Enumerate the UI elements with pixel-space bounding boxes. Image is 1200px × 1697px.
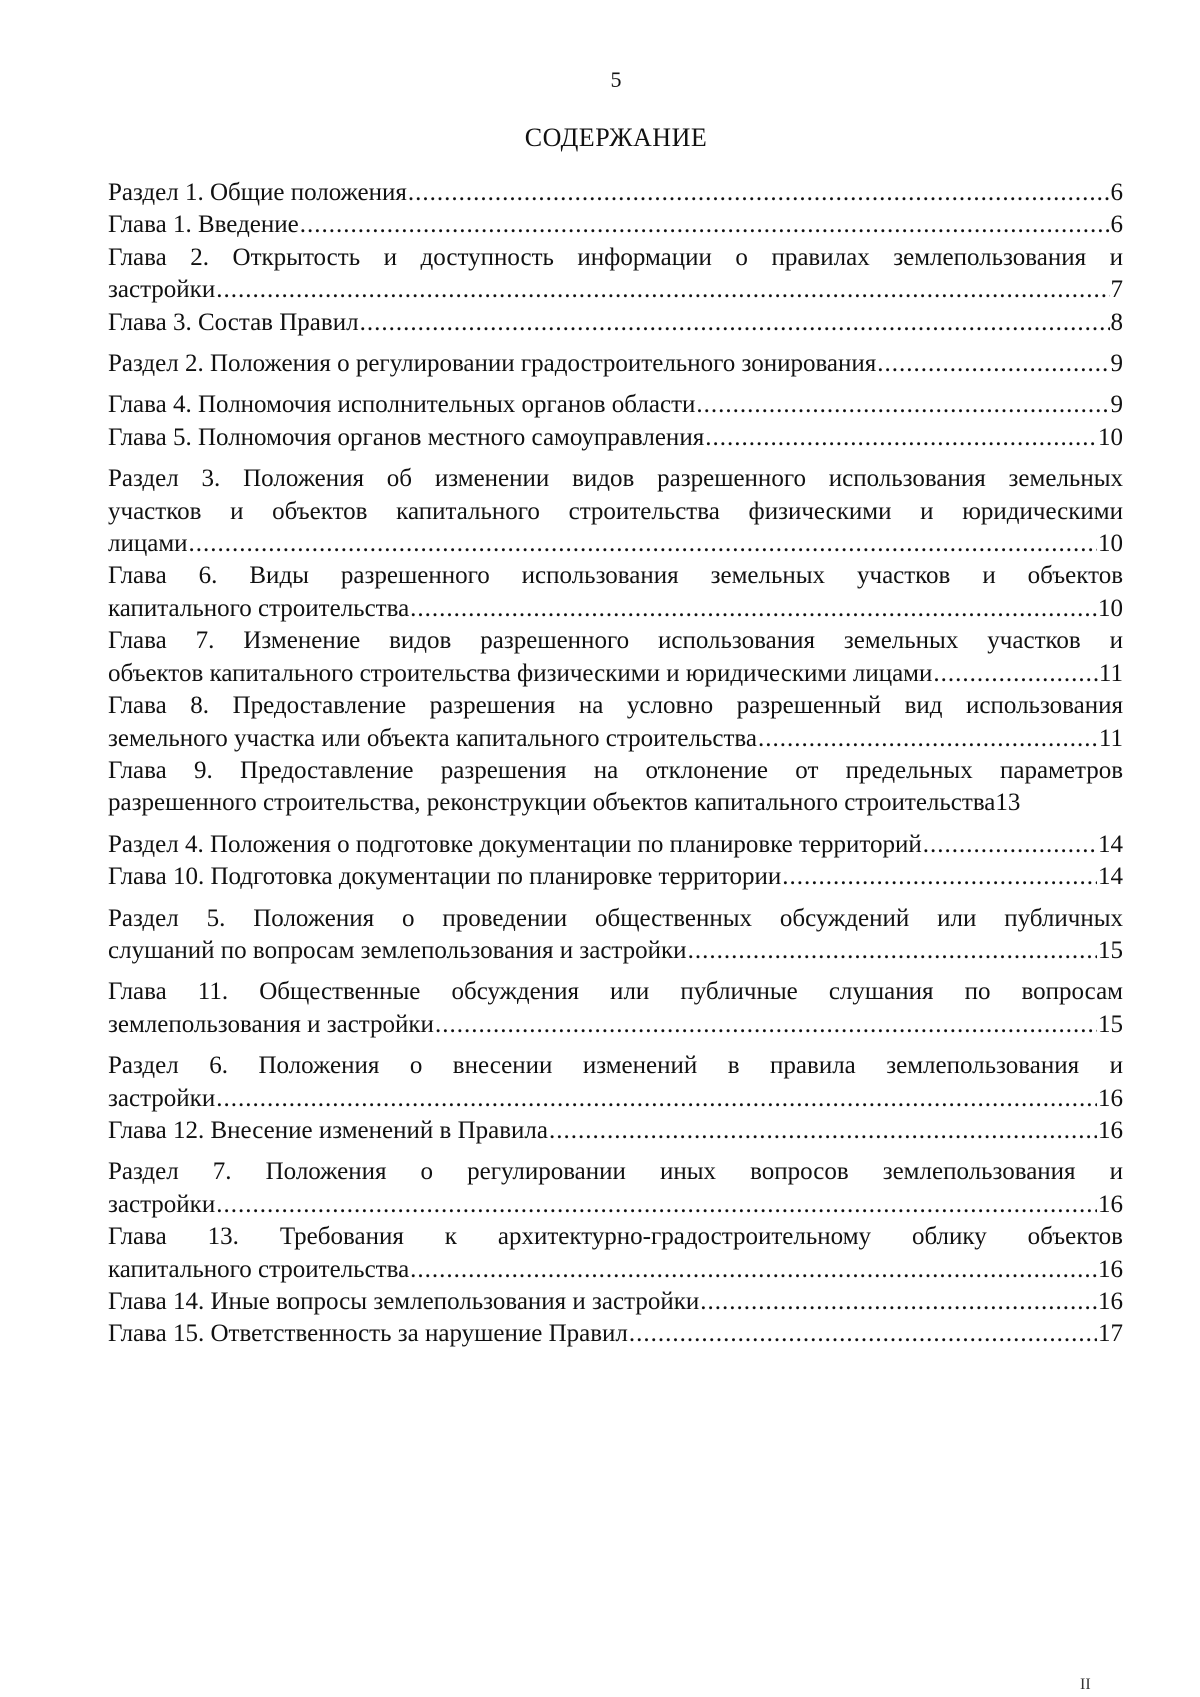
toc-entry-line <box>108 935 1123 967</box>
toc-entry-title: Глава 10. Подготовка документации по планировке территории <box>108 863 782 891</box>
toc-entry-title: капитального строительства <box>108 594 410 622</box>
page-number: 5 <box>610 67 622 92</box>
toc-entry-line: Раздел 7. Положения о регулировании иных вопросов землепользования и <box>108 1158 1123 1186</box>
toc-entry-line <box>108 1286 1123 1318</box>
dot-leader <box>782 861 1097 893</box>
toc-entry-title: Раздел 2. Положения о регулировании градостроительного зонирования <box>108 350 877 378</box>
toc-page-number: 16 <box>1098 1190 1123 1218</box>
toc-entry-title: слушаний по вопросам землепользования и застройки <box>108 936 687 964</box>
toc-entry-line: Раздел 5. Положения о проведении общественных обсуждений или публичных <box>108 904 1123 932</box>
toc-entry-title: землепользования и застройки <box>108 1010 434 1038</box>
toc-entry <box>108 389 1123 421</box>
dot-leader <box>705 422 1097 454</box>
dot-leader <box>435 1009 1097 1041</box>
toc-page-number: 10 <box>1098 530 1123 558</box>
toc-entry-title: Раздел 1. Общие положения <box>108 179 407 206</box>
toc-entry-line <box>108 274 1123 306</box>
toc-page-number: 16 <box>1098 1288 1123 1315</box>
toc-entry-line: Глава 13. Требования к архитектурно-градостроительному облику объектов <box>108 1223 1123 1251</box>
toc-page-number: 9 <box>1110 391 1123 419</box>
toc-entry-line: Глава 7. Изменение видов разрешенного использования земельных участков и <box>108 627 1123 655</box>
toc-entry <box>108 348 1123 380</box>
toc-page-number: 16 <box>1098 1116 1123 1144</box>
corner-mark: II <box>1080 1676 1091 1693</box>
toc-entry-title: Глава 4. Полномочия исполнительных органов области <box>108 391 696 419</box>
toc-entry-line <box>108 861 1123 893</box>
dot-leader <box>629 1318 1097 1350</box>
toc-entry <box>108 1156 1123 1221</box>
toc-page-number: 8 <box>1110 308 1123 336</box>
toc-entry <box>108 625 1123 690</box>
toc-entry-line: Глава 9. Предоставление разрешения на отклонение от предельных параметров <box>108 756 1123 784</box>
toc-page-number: 14 <box>1098 863 1123 891</box>
toc-page-number: 9 <box>1110 350 1123 378</box>
toc-entry-line: участков и объектов капитального строительства физическими и юридическими <box>108 497 1123 525</box>
toc-page-number: 10 <box>1098 423 1123 451</box>
toc-entry-title: Раздел 4. Положения о подготовке документации по планировке территорий <box>108 830 922 858</box>
toc-entry-line <box>108 1083 1123 1115</box>
toc-entry-title: Глава 12. Внесение изменений в Правила <box>108 1116 548 1144</box>
toc-page-number: 11 <box>1098 659 1123 687</box>
dot-leader <box>933 658 1098 690</box>
dot-leader <box>300 209 1110 241</box>
toc-entry <box>108 755 1123 820</box>
toc-page-number: 7 <box>1110 276 1123 304</box>
dot-leader <box>360 307 1110 339</box>
toc-entry-title: Глава 15. Ответственность за нарушение Правил <box>108 1320 628 1348</box>
toc-entry <box>108 560 1123 625</box>
toc-entry <box>108 861 1123 893</box>
toc-entry-title: земельного участка или объекта капитального строительства <box>108 724 757 752</box>
toc-entry <box>108 1318 1123 1350</box>
toc-entry <box>108 177 1123 209</box>
toc-entry <box>108 690 1123 755</box>
toc-entry <box>108 1050 1123 1115</box>
toc-entry-title: капитального строительства <box>108 1255 410 1283</box>
toc-entry-line <box>108 787 1123 819</box>
toc-entry-title: Глава 14. Иные вопросы землепользования и застройки <box>108 1288 700 1315</box>
dot-leader <box>549 1115 1097 1147</box>
dot-leader <box>216 274 1109 306</box>
toc-page-number: 6 <box>1110 179 1123 206</box>
dot-leader <box>688 935 1097 967</box>
toc-entry-title: объектов капитального строительства физическими и юридическими лицами <box>108 659 933 687</box>
toc-entry-title: Глава 1. Введение <box>108 211 299 239</box>
toc-entry-line <box>108 528 1123 560</box>
toc-page-number: 15 <box>1098 1010 1123 1038</box>
toc-entry <box>108 422 1123 454</box>
toc-entry-title: разрешенного строительства, реконструкции объектов капитального строительства <box>108 789 996 817</box>
toc-entry <box>108 307 1123 339</box>
toc-page-number: 13 <box>995 789 1021 817</box>
dot-leader <box>216 1083 1097 1115</box>
toc-entry-line <box>108 1009 1123 1041</box>
toc-entry-line <box>108 177 1123 209</box>
toc-entry <box>108 1115 1123 1147</box>
dot-leader <box>696 389 1109 421</box>
dot-leader <box>700 1286 1097 1318</box>
toc-entry-title: застройки <box>108 1084 216 1112</box>
toc-entry-line <box>108 658 1123 690</box>
toc-page-number: 11 <box>1098 724 1123 752</box>
toc-entry-line <box>108 1189 1123 1221</box>
toc-page-number: 10 <box>1098 594 1123 622</box>
toc-entry-line: Раздел 6. Положения о внесении изменений в правила землепользования и <box>108 1052 1123 1080</box>
toc-title: СОДЕРЖАНИЕ <box>524 123 708 152</box>
toc-entry-line <box>108 593 1123 625</box>
toc-entry-line <box>108 389 1123 421</box>
dot-leader <box>189 528 1097 560</box>
toc-entry <box>108 463 1123 560</box>
toc-entry-title: Глава 5. Полномочия органов местного самоуправления <box>108 423 705 451</box>
dot-leader <box>410 1254 1097 1286</box>
toc-entry-line: Глава 11. Общественные обсуждения или публичные слушания по вопросам <box>108 978 1123 1006</box>
toc-entry-line <box>108 422 1123 454</box>
toc-entry-line: Глава 2. Открытость и доступность информации о правилах землепользования и <box>108 243 1123 271</box>
toc-entry <box>108 1286 1123 1318</box>
toc-entry-line <box>108 1254 1123 1286</box>
dot-leader <box>410 593 1097 625</box>
toc-entry-title: Глава 3. Состав Правил <box>108 308 359 336</box>
toc-entry <box>108 1221 1123 1286</box>
toc-page-number: 16 <box>1098 1255 1123 1283</box>
toc-page-number: 15 <box>1098 936 1123 964</box>
toc-entry-line: Глава 6. Виды разрешенного использования земельных участков и объектов <box>108 562 1123 590</box>
dot-leader <box>877 348 1109 380</box>
dot-leader <box>216 1189 1097 1221</box>
table-of-contents <box>108 177 1123 1351</box>
toc-entry-line <box>108 307 1123 339</box>
toc-page-number: 6 <box>1110 211 1123 239</box>
toc-entry-line <box>108 209 1123 241</box>
toc-page-number: 14 <box>1098 830 1123 858</box>
toc-entry-line: Раздел 3. Положения об изменении видов разрешенного использования земельных <box>108 465 1123 493</box>
dot-leader <box>758 723 1098 755</box>
toc-entry-line <box>108 1318 1123 1350</box>
toc-entry-line <box>108 723 1123 755</box>
toc-entry-line: Глава 8. Предоставление разрешения на условно разрешенный вид использования <box>108 692 1123 720</box>
toc-entry <box>108 829 1123 861</box>
dot-leader <box>923 829 1097 861</box>
toc-page-number: 17 <box>1098 1320 1123 1348</box>
dot-leader <box>408 177 1110 209</box>
toc-entry <box>108 209 1123 241</box>
toc-entry-title: лицами <box>108 530 188 558</box>
toc-entry-line <box>108 1115 1123 1147</box>
toc-entry <box>108 903 1123 968</box>
toc-entry-title: застройки <box>108 1190 216 1218</box>
toc-entry-title: застройки <box>108 276 216 304</box>
toc-entry <box>108 976 1123 1041</box>
toc-page-number: 16 <box>1098 1084 1123 1112</box>
toc-entry-line <box>108 348 1123 380</box>
toc-entry-line <box>108 829 1123 861</box>
toc-entry <box>108 242 1123 307</box>
